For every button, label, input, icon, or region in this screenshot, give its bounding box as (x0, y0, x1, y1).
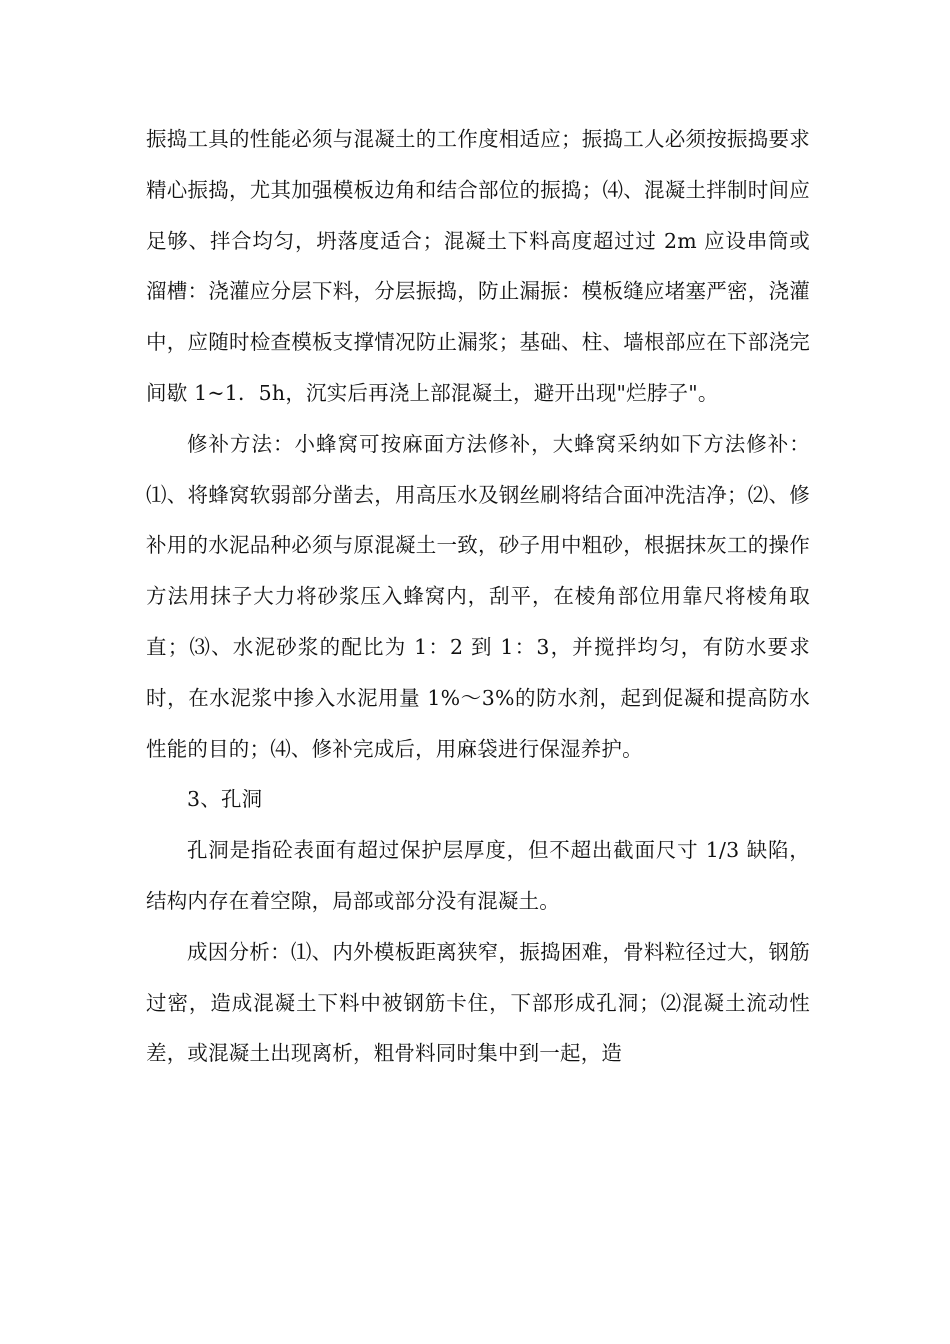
paragraph-hole-definition: 孔洞是指砼表面有超过保护层厚度，但不超出截面尺寸 1/3 缺陷，结构内存在着空隙，局部或部分没有混凝土。 (146, 838, 810, 913)
document-body (146, 114, 810, 1079)
paragraph-cause-analysis: 成因分析：⑴、内外模板距离狭窄，振捣困难，骨料粒径过大，钢筋过密，造成混凝土下料中被钢筋卡住，下部形成孔洞；⑵混凝土流动性差，或混凝土出现离析，粗骨料同时集中到一起，造 (146, 939, 810, 1066)
paragraph-vibration-measures: 振捣工具的性能必须与混凝土的工作度相适应；振捣工人必须按振捣要求精心振捣，尤其加强模板边角和结合部位的振捣；⑷、混凝土拌制时间应足够、拌合均匀，坍落度适合；混凝土下料高度超过过 2m 应设串筒或溜槽：浇灌应分层下料，分层振捣，防止漏振：模板缝应堵塞严密，浇灌中，应随时检查模板支撑情况防止漏浆；基础、柱、墙根部应在下部浇完间歇 1~1．5h，沉实后再浇上部混凝土，避开出现"烂脖子"。 (146, 127, 810, 405)
section-heading-holes: 3、孔洞 (187, 787, 263, 812)
paragraph-repair-method: 修补方法：小蜂窝可按麻面方法修补，大蜂窝采纳如下方法修补：⑴、将蜂窝软弱部分凿去，用高压水及钢丝刷将结合面冲洗洁净；⑵、修补用的水泥品种必须与原混凝土一致，砂子用中粗砂，根据抹灰工的操作方法用抹子大力将砂浆压入蜂窝内，刮平，在棱角部位用靠尺将棱角取直；⑶、水泥砂浆的配比为 1：2 到 1：3，并搅拌均匀，有防水要求时，在水泥浆中掺入水泥用量 1%～3%的防水剂，起到促凝和提高防水性能的目的；⑷、修补完成后，用麻袋进行保湿养护。 (146, 431, 810, 761)
